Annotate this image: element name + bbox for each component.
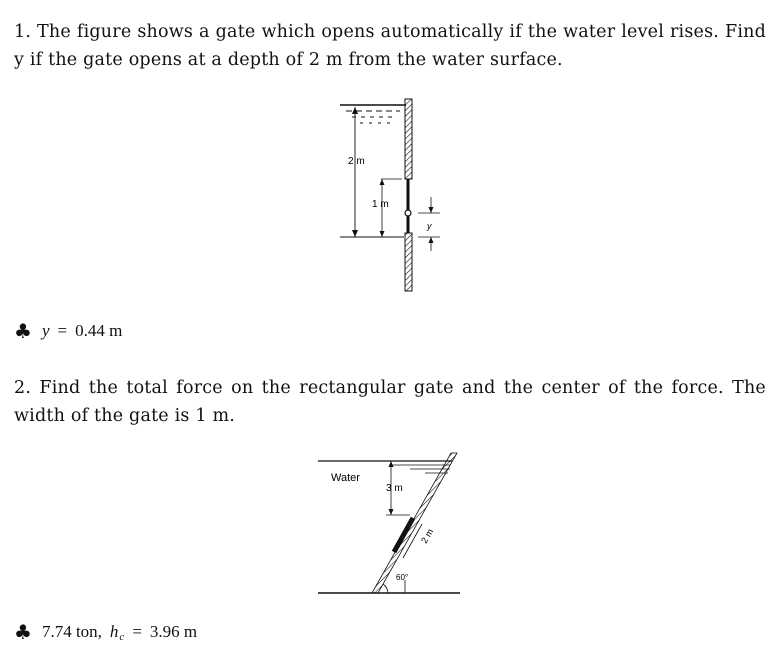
answer-2-force: 7.74 ton,	[41, 622, 102, 641]
label-2m: 2 m	[348, 156, 365, 167]
label-60deg: 60°	[396, 573, 409, 582]
wall-upper	[405, 99, 412, 179]
label-2m: 2 m	[419, 526, 436, 545]
problem-2-text: 2. Find the total force on the rectangular gate and the center of the force. The width of the gate is 1 m.	[14, 378, 766, 426]
label-water: Water	[331, 472, 360, 484]
club-icon: ♣	[14, 620, 32, 644]
answer-2-var: h	[109, 622, 119, 641]
answer-1-value: 0.44 m	[75, 321, 123, 340]
club-icon: ♣	[14, 319, 32, 343]
inclined-wall	[372, 453, 457, 593]
label-y: y	[427, 221, 432, 231]
problem-2-answer	[14, 621, 197, 643]
answer-2-value: 3.96 m	[149, 622, 198, 641]
label-1m: 1 m	[372, 199, 389, 210]
figure-2	[310, 448, 470, 603]
answer-2-eq: =	[132, 622, 142, 641]
answer-2-sub: c	[119, 631, 125, 643]
problem-1-text: 1. The figure shows a gate which opens automatically if the water level rises. Find y if the gate opens at a depth of 2 m from the water surface.	[14, 22, 766, 70]
problem-1-answer	[14, 320, 122, 342]
figure-1	[330, 95, 450, 300]
wall-lower	[405, 233, 412, 291]
label-3m: 3 m	[386, 483, 403, 494]
answer-1-var: y	[41, 321, 50, 340]
hinge-icon	[405, 210, 411, 216]
answer-1-eq: =	[57, 321, 68, 340]
